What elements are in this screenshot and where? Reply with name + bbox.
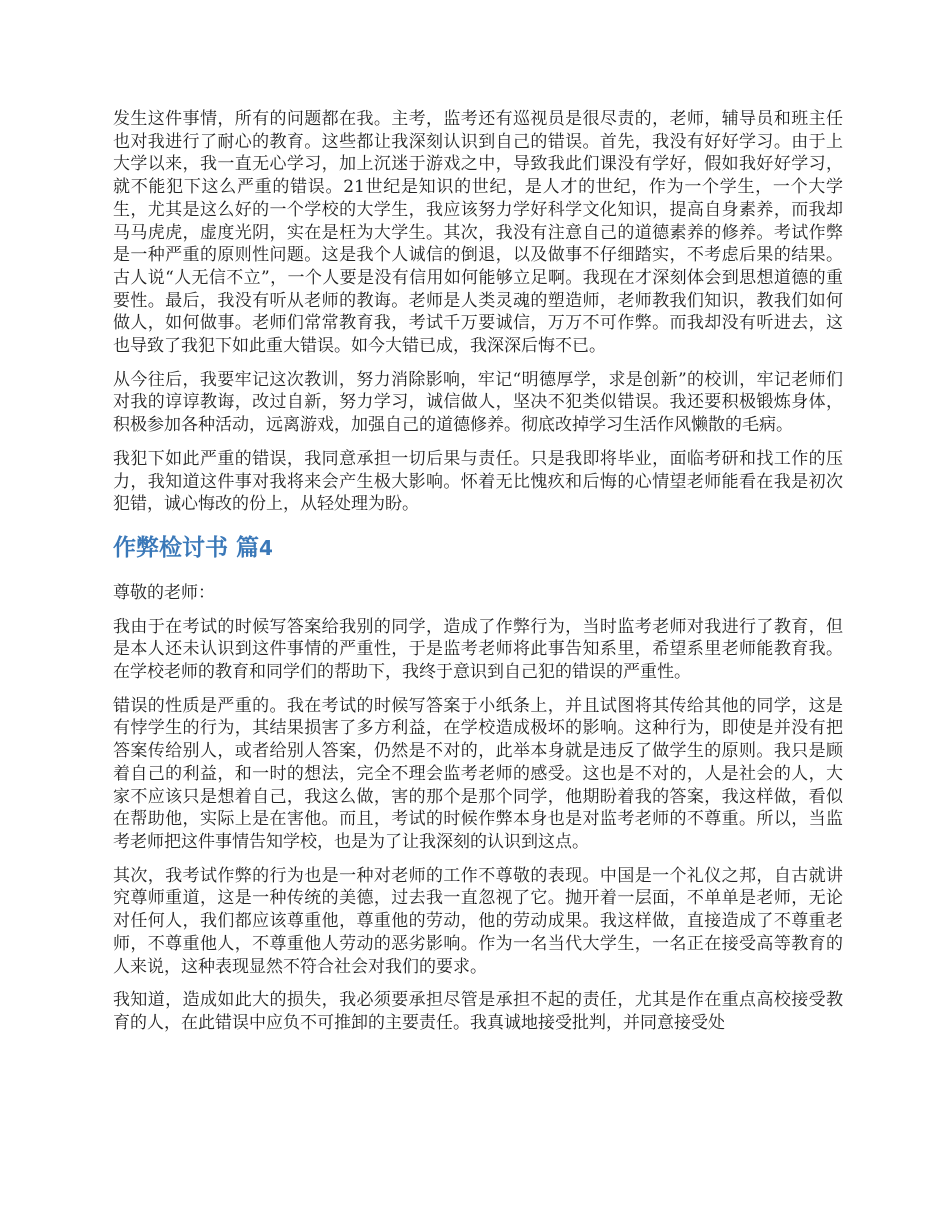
paragraph: 发生这件事情，所有的问题都在我。主考，监考还有巡视员是很尽责的，老师，辅导员和班主任也对我进行了耐心的教育。这些都让我深刻认识到自己的错误。首先，我没有好好学习。由于上大学以来，我一直无心学习，加上沉迷于游戏之中，导致我此们课没有学好，假如我好好学习，就不能犯下这么严重的错误。21世纪是知识的世纪，是人才的世纪，作为一个学生，一个大学生，尤其是这么好的一个学校的大学生，我应该努力学好科学文化知识，提高自身素养，而我却马马虎虎，虚度光阴，实在是枉为大学生。其次，我没有注意自己的道德素养的修养。考试作弊是一种严重的原则性问题。这是我个人诚信的倒退，以及做事不仔细踏实，不考虑后果的结果。古人说“人无信不立”，一个人要是没有信用如何能够立足啊。我现在才深刻体会到思想道德的重要性。最后，我没有听从老师的教诲。老师是人类灵魂的塑造师，老师教我们知识，教我们如何做人，如何做事。老师们常常教育我，考试千万要诚信，万万不可作弊。而我却没有听进去，这也导致了我犯下如此重大错误。如今大错已成，我深深后悔不已。	[113, 109, 843, 357]
section-heading-number: 4	[259, 535, 273, 560]
paragraph: 其次，我考试作弊的行为也是一种对老师的工作不尊敬的表现。中国是一个礼仪之邦，自古就讲究尊师重道，这是一种传统的美德，过去我一直忽视了它。抛开着一层面，不单单是老师，无论对任何人，我们都应该尊重他，尊重他的劳动，他的劳动成果。我这样做，直接造成了不尊重老师，不尊重他人，不尊重他人劳动的恶劣影响。作为一名当代大学生，一名正在接受高等教育的人来说，这种表现显然不符合社会对我们的要求。	[113, 865, 843, 977]
paragraph: 我犯下如此严重的错误，我同意承担一切后果与责任。只是我即将毕业，面临考研和找工作的压力，我知道这件事对我将来会产生极大影响。怀着无比愧疚和后悔的心情望老师能看在我是初次犯错，诚心悔改的份上，从轻处理为盼。	[113, 448, 843, 515]
section-heading-title: 作弊检讨书 篇	[113, 534, 260, 561]
paragraph: 我知道，造成如此大的损失，我必须要承担尽管是承担不起的责任，尤其是作在重点高校接受教育的人，在此错误中应负不可推卸的主要责任。我真诚地接受批判，并同意接受处	[113, 990, 843, 1033]
paragraph: 我由于在考试的时候写答案给我别的同学，造成了作弊行为，当时监考老师对我进行了教育，但是本人还未认识到这件事情的严重性，于是监考老师将此事告知系里，希望系里老师能教育我。在学校老师的教育和同学们的帮助下，我终于意识到自己犯的错误的严重性。	[113, 616, 843, 683]
section-heading	[113, 534, 843, 562]
document-page	[113, 108, 843, 1046]
salutation: 尊敬的老师：	[113, 582, 215, 603]
paragraph: 错误的性质是严重的。我在考试的时候写答案于小纸条上，并且试图将其传给其他的同学，这是有悖学生的行为，其结果损害了多方利益，在学校造成极坏的影响。这种行为，即使是并没有把答案传给别人，或者给别人答案，仍然是不对的，此举本身就是违反了做学生的原则。我只是顾着自己的利益，和一时的想法，完全不理会监考老师的感受。这也是不对的，人是社会的人，大家不应该只是想着自己，我这么做，害的那个是那个同学，他期盼着我的答案，我这样做，看似在帮助他，实际上是在害他。而且，考试的时候作弊本身也是对监考老师的不尊重。所以，当监考老师把这件事情告知学校，也是为了让我深刻的认识到这点。	[113, 695, 843, 852]
paragraph: 从今往后，我要牢记这次教训，努力消除影响，牢记“明德厚学，求是创新”的校训，牢记老师们对我的谆谆教诲，改过自新，努力学习，诚信做人，坚决不犯类似错误。我还要积极锻炼身体，积极参加各种活动，远离游戏，加强自己的道德修养。彻底改掉学习生活作风懒散的毛病。	[113, 369, 843, 436]
